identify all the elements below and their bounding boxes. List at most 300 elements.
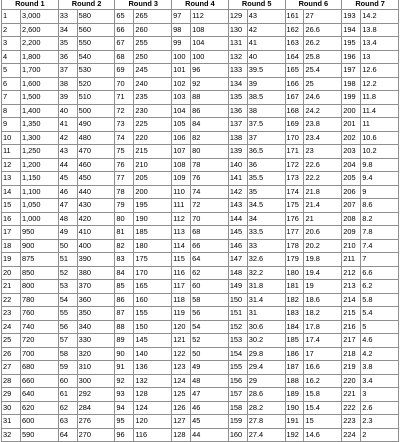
pick-value-cell: 340	[77, 320, 115, 334]
pick-value-cell: 265	[134, 10, 172, 24]
pick-value-cell: 1,400	[20, 104, 58, 118]
pick-number-cell: 68	[115, 50, 134, 64]
pick-value-cell: 1,350	[20, 118, 58, 132]
pick-number-cell: 9	[2, 118, 21, 132]
pick-value-cell: 17	[304, 347, 342, 361]
pick-value-cell: 530	[77, 64, 115, 78]
pick-number-cell: 57	[58, 334, 77, 348]
pick-number-cell: 212	[342, 266, 361, 280]
table-row	[2, 293, 399, 307]
pick-value-cell: 680	[20, 361, 58, 375]
pick-value-cell: 380	[77, 266, 115, 280]
pick-value-cell: 84	[191, 118, 229, 132]
pick-number-cell: 156	[228, 374, 247, 388]
pick-value-cell: 23	[304, 145, 342, 159]
pick-value-cell: 8.2	[361, 212, 399, 226]
pick-number-cell: 176	[285, 212, 304, 226]
pick-number-cell: 63	[58, 415, 77, 429]
pick-number-cell: 168	[285, 104, 304, 118]
pick-value-cell: 1,500	[20, 91, 58, 105]
pick-number-cell: 113	[172, 226, 191, 240]
pick-value-cell: 31.4	[247, 293, 285, 307]
pick-number-cell: 148	[228, 266, 247, 280]
pick-number-cell: 17	[2, 226, 21, 240]
table-row	[2, 253, 399, 267]
pick-value-cell: 2.3	[361, 415, 399, 429]
header-row	[2, 0, 399, 10]
table-row	[2, 374, 399, 388]
pick-number-cell: 85	[115, 280, 134, 294]
pick-value-cell: 9.4	[361, 172, 399, 186]
pick-number-cell: 10	[2, 131, 21, 145]
pick-value-cell: 780	[20, 293, 58, 307]
pick-number-cell: 139	[228, 145, 247, 159]
pick-number-cell: 201	[342, 118, 361, 132]
pick-number-cell: 180	[285, 266, 304, 280]
pick-value-cell: 72	[191, 199, 229, 213]
pick-value-cell: 215	[134, 145, 172, 159]
pick-value-cell: 3.4	[361, 374, 399, 388]
pick-value-cell: 5.4	[361, 307, 399, 321]
pick-value-cell: 292	[77, 388, 115, 402]
pick-number-cell: 221	[342, 388, 361, 402]
pick-number-cell: 48	[58, 212, 77, 226]
pick-value-cell: 29	[247, 374, 285, 388]
pick-value-cell: 7.4	[361, 239, 399, 253]
pick-number-cell: 73	[115, 118, 134, 132]
pick-number-cell: 62	[58, 401, 77, 415]
pick-number-cell: 207	[342, 199, 361, 213]
pick-value-cell: 88	[191, 91, 229, 105]
table-row	[2, 185, 399, 199]
pick-value-cell: 9.8	[361, 158, 399, 172]
pick-value-cell: 800	[20, 280, 58, 294]
pick-value-cell: 740	[20, 320, 58, 334]
table-row	[2, 415, 399, 429]
pick-value-cell: 34	[247, 212, 285, 226]
pick-value-cell: 20.6	[304, 226, 342, 240]
pick-number-cell: 141	[228, 172, 247, 186]
pick-number-cell: 101	[172, 64, 191, 78]
pick-value-cell: 320	[77, 347, 115, 361]
pick-number-cell: 28	[2, 374, 21, 388]
pick-value-cell: 330	[77, 334, 115, 348]
pick-number-cell: 216	[342, 320, 361, 334]
pick-number-cell: 7	[2, 91, 21, 105]
pick-number-cell: 106	[172, 131, 191, 145]
pick-number-cell: 154	[228, 347, 247, 361]
pick-number-cell: 184	[285, 320, 304, 334]
pick-number-cell: 30	[2, 401, 21, 415]
pick-number-cell: 161	[285, 10, 304, 24]
pick-number-cell: 213	[342, 280, 361, 294]
pick-value-cell: 145	[134, 334, 172, 348]
pick-number-cell: 56	[58, 320, 77, 334]
pick-number-cell: 205	[342, 172, 361, 186]
pick-number-cell: 210	[342, 239, 361, 253]
pick-number-cell: 117	[172, 280, 191, 294]
pick-number-cell: 182	[285, 293, 304, 307]
pick-number-cell: 223	[342, 415, 361, 429]
pick-number-cell: 131	[228, 37, 247, 51]
round-header: Round 5	[228, 0, 285, 10]
pick-value-cell: 38.5	[247, 91, 285, 105]
pick-number-cell: 12	[2, 158, 21, 172]
pick-number-cell: 188	[285, 374, 304, 388]
table-row	[2, 361, 399, 375]
pick-value-cell: 28.2	[247, 401, 285, 415]
pick-number-cell: 76	[115, 158, 134, 172]
table-row	[2, 199, 399, 213]
pick-value-cell: 19.8	[304, 253, 342, 267]
pick-number-cell: 209	[342, 226, 361, 240]
pick-number-cell: 91	[115, 361, 134, 375]
pick-value-cell: 1,150	[20, 172, 58, 186]
pick-number-cell: 92	[115, 374, 134, 388]
pick-value-cell: 950	[20, 226, 58, 240]
table-body	[2, 10, 399, 442]
pick-number-cell: 94	[115, 401, 134, 415]
pick-value-cell: 31	[247, 307, 285, 321]
pick-number-cell: 133	[228, 64, 247, 78]
pick-number-cell: 214	[342, 293, 361, 307]
pick-number-cell: 15	[2, 199, 21, 213]
pick-value-cell: 32.6	[247, 253, 285, 267]
pick-number-cell: 33	[58, 10, 77, 24]
table-row	[2, 145, 399, 159]
pick-number-cell: 66	[115, 23, 134, 37]
table-row	[2, 50, 399, 64]
pick-value-cell: 310	[77, 361, 115, 375]
pick-value-cell: 2,600	[20, 23, 58, 37]
pick-number-cell: 110	[172, 185, 191, 199]
pick-number-cell: 157	[228, 388, 247, 402]
pick-value-cell: 900	[20, 239, 58, 253]
pick-value-cell: 29.4	[247, 361, 285, 375]
pick-number-cell: 172	[285, 158, 304, 172]
pick-number-cell: 6	[2, 77, 21, 91]
pick-number-cell: 150	[228, 293, 247, 307]
pick-number-cell: 122	[172, 347, 191, 361]
pick-number-cell: 84	[115, 266, 134, 280]
pick-value-cell: 76	[191, 172, 229, 186]
pick-value-cell: 17.4	[304, 334, 342, 348]
pick-value-cell: 34.5	[247, 199, 285, 213]
pick-value-cell: 86	[191, 104, 229, 118]
pick-number-cell: 90	[115, 347, 134, 361]
pick-number-cell: 52	[58, 266, 77, 280]
pick-number-cell: 47	[58, 199, 77, 213]
pick-number-cell: 72	[115, 104, 134, 118]
table-row	[2, 77, 399, 91]
pick-value-cell: 37	[247, 131, 285, 145]
pick-number-cell: 4	[2, 50, 21, 64]
pick-value-cell: 255	[134, 37, 172, 51]
pick-number-cell: 19	[2, 253, 21, 267]
pick-number-cell: 198	[342, 77, 361, 91]
pick-value-cell: 116	[134, 428, 172, 442]
pick-value-cell: 360	[77, 293, 115, 307]
pick-value-cell: 720	[20, 334, 58, 348]
pick-value-cell: 230	[134, 104, 172, 118]
pick-value-cell: 470	[77, 145, 115, 159]
pick-value-cell: 225	[134, 118, 172, 132]
pick-number-cell: 181	[285, 280, 304, 294]
pick-number-cell: 183	[285, 307, 304, 321]
pick-number-cell: 99	[172, 37, 191, 51]
pick-number-cell: 18	[2, 239, 21, 253]
pick-value-cell: 45	[191, 415, 229, 429]
pick-number-cell: 70	[115, 77, 134, 91]
table-row	[2, 104, 399, 118]
table-row	[2, 212, 399, 226]
pick-value-cell: 136	[134, 361, 172, 375]
pick-number-cell: 116	[172, 266, 191, 280]
pick-value-cell: 47	[191, 388, 229, 402]
pick-number-cell: 215	[342, 307, 361, 321]
table-row	[2, 320, 399, 334]
pick-number-cell: 142	[228, 185, 247, 199]
pick-number-cell: 195	[342, 37, 361, 51]
pick-value-cell: 7.8	[361, 226, 399, 240]
pick-value-cell: 18.6	[304, 293, 342, 307]
pick-number-cell: 166	[285, 77, 304, 91]
pick-number-cell: 49	[58, 226, 77, 240]
pick-number-cell: 22	[2, 293, 21, 307]
table-row	[2, 428, 399, 442]
pick-number-cell: 95	[115, 415, 134, 429]
pick-value-cell: 13.8	[361, 23, 399, 37]
pick-number-cell: 121	[172, 334, 191, 348]
pick-value-cell: 3.8	[361, 361, 399, 375]
pick-number-cell: 144	[228, 212, 247, 226]
pick-value-cell: 6.2	[361, 280, 399, 294]
pick-value-cell: 48	[191, 374, 229, 388]
pick-number-cell: 220	[342, 374, 361, 388]
round-header: Round 1	[2, 0, 59, 10]
pick-value-cell: 24.2	[304, 104, 342, 118]
pick-value-cell: 235	[134, 91, 172, 105]
pick-value-cell: 4.6	[361, 334, 399, 348]
table-row	[2, 401, 399, 415]
pick-number-cell: 80	[115, 212, 134, 226]
pick-number-cell: 104	[172, 104, 191, 118]
pick-value-cell: 580	[77, 10, 115, 24]
pick-number-cell: 137	[228, 118, 247, 132]
pick-number-cell: 89	[115, 334, 134, 348]
pick-number-cell: 96	[115, 428, 134, 442]
pick-number-cell: 71	[115, 91, 134, 105]
pick-value-cell: 480	[77, 131, 115, 145]
pick-number-cell: 107	[172, 145, 191, 159]
pick-number-cell: 105	[172, 118, 191, 132]
pick-value-cell: 500	[77, 104, 115, 118]
pick-number-cell: 190	[285, 401, 304, 415]
pick-value-cell: 104	[191, 37, 229, 51]
pick-number-cell: 32	[2, 428, 21, 442]
pick-value-cell: 590	[20, 428, 58, 442]
pick-value-cell: 24.6	[304, 91, 342, 105]
round-header: Round 7	[342, 0, 399, 10]
pick-number-cell: 43	[58, 145, 77, 159]
table-row	[2, 334, 399, 348]
pick-value-cell: 170	[134, 266, 172, 280]
pick-number-cell: 219	[342, 361, 361, 375]
pick-value-cell: 58	[191, 293, 229, 307]
table-row	[2, 266, 399, 280]
table-row	[2, 239, 399, 253]
pick-value-cell: 70	[191, 212, 229, 226]
pick-value-cell: 26.2	[304, 37, 342, 51]
pick-value-cell: 410	[77, 226, 115, 240]
pick-number-cell: 140	[228, 158, 247, 172]
pick-value-cell: 78	[191, 158, 229, 172]
pick-number-cell: 175	[285, 199, 304, 213]
pick-number-cell: 193	[342, 10, 361, 24]
pick-value-cell: 11.4	[361, 104, 399, 118]
pick-number-cell: 69	[115, 64, 134, 78]
pick-number-cell: 145	[228, 226, 247, 240]
pick-number-cell: 199	[342, 91, 361, 105]
pick-value-cell: 2.6	[361, 401, 399, 415]
pick-value-cell: 30.2	[247, 334, 285, 348]
pick-number-cell: 224	[342, 428, 361, 442]
pick-value-cell: 2	[361, 428, 399, 442]
pick-number-cell: 74	[115, 131, 134, 145]
pick-value-cell: 205	[134, 172, 172, 186]
pick-value-cell: 33	[247, 239, 285, 253]
pick-value-cell: 276	[77, 415, 115, 429]
pick-value-cell: 600	[20, 415, 58, 429]
pick-number-cell: 189	[285, 388, 304, 402]
pick-number-cell: 86	[115, 293, 134, 307]
pick-number-cell: 3	[2, 37, 21, 51]
pick-number-cell: 102	[172, 77, 191, 91]
pick-value-cell: 33.5	[247, 226, 285, 240]
pick-number-cell: 208	[342, 212, 361, 226]
pick-number-cell: 165	[285, 64, 304, 78]
pick-value-cell: 14.6	[304, 428, 342, 442]
pick-value-cell: 66	[191, 239, 229, 253]
pick-number-cell: 149	[228, 280, 247, 294]
pick-value-cell: 6.6	[361, 266, 399, 280]
table-row	[2, 172, 399, 186]
pick-number-cell: 179	[285, 253, 304, 267]
pick-value-cell: 15.4	[304, 401, 342, 415]
pick-value-cell: 18.2	[304, 307, 342, 321]
pick-value-cell: 13	[361, 50, 399, 64]
pick-value-cell: 190	[134, 212, 172, 226]
pick-number-cell: 164	[285, 50, 304, 64]
pick-number-cell: 163	[285, 37, 304, 51]
pick-number-cell: 1	[2, 10, 21, 24]
pick-number-cell: 8	[2, 104, 21, 118]
pick-value-cell: 3	[361, 388, 399, 402]
pick-value-cell: 25.4	[304, 64, 342, 78]
pick-value-cell: 46	[191, 401, 229, 415]
pick-number-cell: 21	[2, 280, 21, 294]
table-row	[2, 307, 399, 321]
pick-value-cell: 60	[191, 280, 229, 294]
pick-number-cell: 153	[228, 334, 247, 348]
pick-value-cell: 74	[191, 185, 229, 199]
pick-number-cell: 119	[172, 307, 191, 321]
pick-number-cell: 58	[58, 347, 77, 361]
pick-number-cell: 40	[58, 104, 77, 118]
table-row	[2, 158, 399, 172]
pick-number-cell: 123	[172, 361, 191, 375]
pick-value-cell: 11	[361, 118, 399, 132]
pick-value-cell: 155	[134, 307, 172, 321]
pick-number-cell: 115	[172, 253, 191, 267]
pick-value-cell: 180	[134, 239, 172, 253]
pick-value-cell: 210	[134, 158, 172, 172]
pick-number-cell: 222	[342, 401, 361, 415]
pick-number-cell: 37	[58, 64, 77, 78]
pick-value-cell: 1,000	[20, 212, 58, 226]
table-row	[2, 118, 399, 132]
pick-value-cell: 420	[77, 212, 115, 226]
pick-value-cell: 1,100	[20, 185, 58, 199]
pick-number-cell: 16	[2, 212, 21, 226]
pick-number-cell: 45	[58, 172, 77, 186]
pick-number-cell: 217	[342, 334, 361, 348]
pick-value-cell: 32.2	[247, 266, 285, 280]
pick-number-cell: 44	[58, 158, 77, 172]
pick-value-cell: 400	[77, 239, 115, 253]
pick-value-cell: 165	[134, 280, 172, 294]
pick-value-cell: 43	[247, 10, 285, 24]
pick-value-cell: 245	[134, 64, 172, 78]
pick-number-cell: 192	[285, 428, 304, 442]
pick-number-cell: 79	[115, 199, 134, 213]
pick-value-cell: 1,800	[20, 50, 58, 64]
pick-number-cell: 59	[58, 361, 77, 375]
pick-number-cell: 23	[2, 307, 21, 321]
pick-value-cell: 700	[20, 347, 58, 361]
pick-number-cell: 169	[285, 118, 304, 132]
pick-number-cell: 196	[342, 50, 361, 64]
pick-number-cell: 36	[58, 50, 77, 64]
pick-number-cell: 194	[342, 23, 361, 37]
pick-value-cell: 96	[191, 64, 229, 78]
pick-number-cell: 134	[228, 77, 247, 91]
pick-value-cell: 25	[304, 77, 342, 91]
pick-value-cell: 26.6	[304, 23, 342, 37]
pick-number-cell: 24	[2, 320, 21, 334]
pick-value-cell: 92	[191, 77, 229, 91]
pick-number-cell: 170	[285, 131, 304, 145]
pick-number-cell: 159	[228, 415, 247, 429]
pick-number-cell: 178	[285, 239, 304, 253]
pick-value-cell: 850	[20, 266, 58, 280]
pick-value-cell: 10.2	[361, 145, 399, 159]
pick-value-cell: 140	[134, 347, 172, 361]
pick-value-cell: 36.5	[247, 145, 285, 159]
table-row	[2, 23, 399, 37]
pick-number-cell: 138	[228, 131, 247, 145]
pick-value-cell: 35.5	[247, 172, 285, 186]
pick-value-cell: 15	[304, 415, 342, 429]
pick-number-cell: 143	[228, 199, 247, 213]
pick-value-cell: 37.5	[247, 118, 285, 132]
pick-number-cell: 88	[115, 320, 134, 334]
pick-value-cell: 1,700	[20, 64, 58, 78]
table-row	[2, 64, 399, 78]
pick-number-cell: 152	[228, 320, 247, 334]
pick-value-cell: 9	[361, 185, 399, 199]
pick-value-cell: 42	[247, 23, 285, 37]
